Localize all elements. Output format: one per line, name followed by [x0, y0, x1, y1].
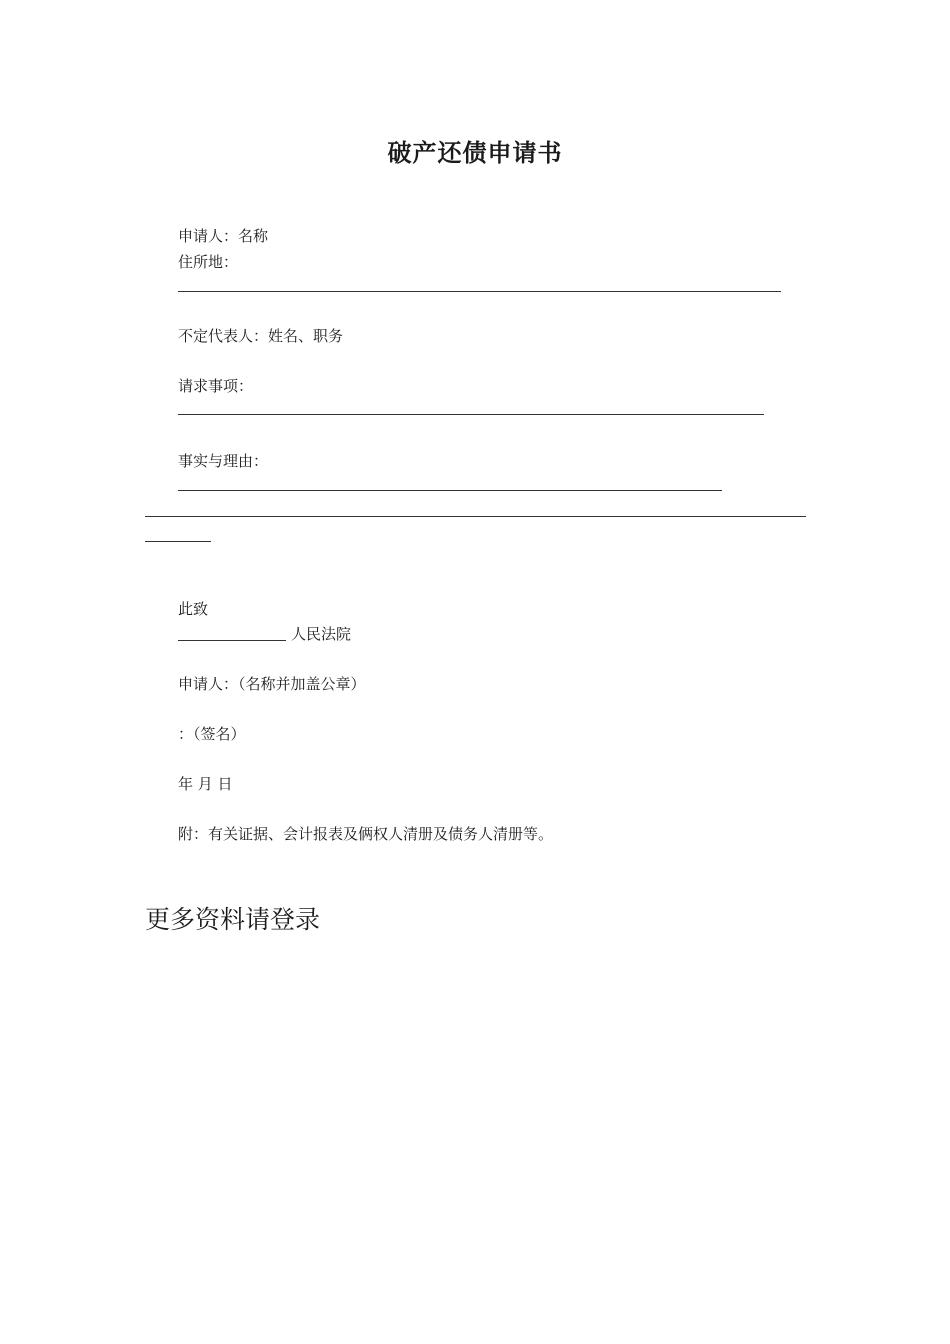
attachment-line: 附：有关证据、会计报表及俩权人清册及债务人清册等。: [178, 825, 554, 843]
address-label: 住所地：: [178, 253, 239, 271]
document-title: 破产还债申请书: [387, 138, 563, 167]
date-line: 年 月 日: [178, 775, 233, 793]
closing-to: 此致: [178, 600, 209, 618]
facts-blank-line-1: [178, 490, 722, 491]
applicant-seal-line: 申请人：（名称并加盖公章）: [178, 675, 366, 693]
facts-blank-line-3: [145, 541, 211, 542]
facts-label: 事实与理由：: [178, 452, 269, 470]
request-label: 请求事项：: [178, 377, 254, 395]
footer-more-info: 更多资料请登录: [145, 905, 321, 934]
facts-blank-line-2: [145, 516, 806, 517]
request-blank-line: [178, 414, 764, 415]
address-blank-line: [178, 291, 781, 292]
representative-line: 不定代表人：姓名、职务: [178, 327, 344, 345]
applicant-line: 申请人：名称: [178, 227, 269, 245]
signature-line: ：（签名）: [178, 725, 246, 743]
court-suffix: 人民法院: [291, 625, 352, 643]
court-name-blank-line: [178, 640, 286, 641]
